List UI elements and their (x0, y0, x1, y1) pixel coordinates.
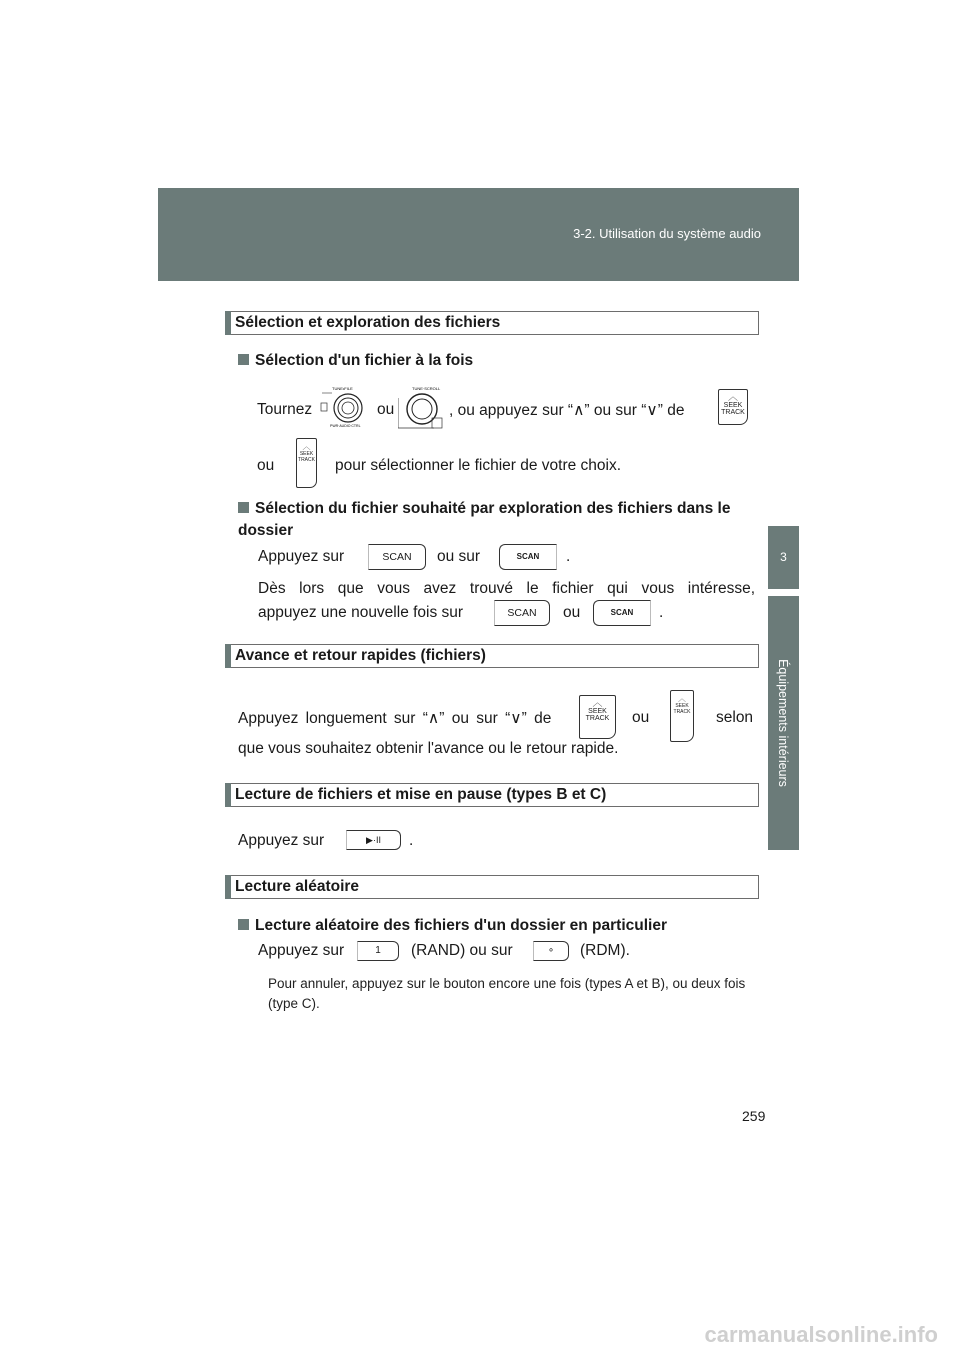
tune-scroll-knob-icon (398, 384, 448, 432)
square-bullet-icon (238, 502, 249, 513)
chevron-up-icon: ︿ (728, 392, 738, 403)
section-title: Sélection et exploration des fichiers (235, 314, 501, 331)
svg-text:PWR·AUDIO CTRL: PWR·AUDIO CTRL (330, 424, 361, 428)
subsection-heading: Sélection d'un fichier à la fois (238, 350, 473, 372)
section-title-bar (225, 644, 759, 668)
chapter-tab-label: Équipements intérieurs (776, 659, 790, 787)
body-text: ou sur (437, 548, 481, 565)
body-text: ou (632, 709, 650, 726)
seek-track-button[interactable]: ︿ SEEK TRACK (296, 438, 317, 488)
scan-button-alt[interactable]: SCAN (499, 544, 557, 570)
scan-button[interactable]: SCAN (494, 600, 550, 626)
body-text: Tournez (257, 401, 313, 418)
chapter-number-tab: 3 (768, 526, 799, 589)
svg-text:TUNE•FILE: TUNE•FILE (332, 386, 353, 391)
body-text: (RDM). (580, 942, 630, 959)
page-number: 259 (742, 1108, 766, 1124)
chevron-up-icon: ︿ (678, 694, 686, 703)
section-title: Lecture aléatoire (235, 878, 360, 895)
square-bullet-icon (238, 354, 249, 365)
body-text: . (566, 548, 571, 565)
body-text: (RAND) ou sur (411, 942, 513, 959)
subsection-heading: Lecture aléatoire des fichiers d'un dossier en particulier (238, 915, 667, 937)
note-text: Pour annuler, appuyez sur le bouton encore une fois (types A et B), ou deux fois (type C). (268, 976, 746, 1011)
body-text: que vous souhaitez obtenir l'avance ou le retour rapide. (238, 740, 619, 757)
body-text: ou (257, 457, 275, 474)
rdm-button[interactable]: ∘ (533, 941, 569, 961)
section-title-bar (225, 783, 759, 807)
watermark: carmanualsonline.info (704, 1322, 938, 1347)
svg-text:TUNE·SCROLL: TUNE·SCROLL (412, 386, 441, 391)
section-title-bar (225, 875, 759, 899)
body-text: ou (563, 604, 581, 621)
seek-track-up-button[interactable]: ︿ SEEK TRACK (718, 389, 748, 425)
body-text: Appuyez sur (258, 548, 345, 565)
body-text: , ou appuyez sur “∧” ou sur “∨” de (449, 402, 685, 419)
body-text: Appuyez longuement sur “∧” ou sur “∨” de (238, 710, 552, 727)
play-pause-button[interactable]: ▶·II (346, 830, 401, 850)
scan-button-alt[interactable]: SCAN (593, 600, 651, 626)
body-text: ou (377, 401, 395, 418)
chevron-up-icon: ︿ (592, 698, 603, 709)
body-text: pour sélectionner le fichier de votre choix. (335, 457, 622, 474)
section-title: Lecture de fichiers et mise en pause (types B et C) (235, 786, 607, 803)
chevron-up-icon: ︿ (302, 442, 311, 451)
body-text: appuyez une nouvelle fois sur (258, 604, 464, 621)
preset-1-button[interactable]: 1 (357, 941, 399, 961)
body-text: Dès lors que vous avez trouvé le fichier qui vous intéresse, (258, 580, 755, 597)
seek-track-button[interactable]: ︿ SEEK TRACK (670, 690, 694, 742)
body-text: selon (716, 709, 754, 726)
header-band (158, 188, 799, 281)
scan-button[interactable]: SCAN (368, 544, 426, 570)
body-text: Appuyez sur (238, 832, 325, 849)
chapter-tab (768, 596, 799, 850)
tune-file-knob-icon (320, 383, 370, 429)
section-title: Avance et retour rapides (fichiers) (235, 647, 486, 664)
body-text: Appuyez sur (258, 942, 345, 959)
body-text: . (659, 604, 664, 621)
seek-track-up-button[interactable]: ︿ SEEK TRACK (579, 695, 616, 739)
body-text: . (409, 832, 414, 849)
subsection-heading: Sélection du fichier souhaité par exploration des fichiers dans le dossier (238, 500, 731, 539)
square-bullet-icon (238, 919, 249, 930)
header-section-title: 3-2. Utilisation du système audio (573, 226, 761, 241)
section-title-bar (225, 311, 759, 335)
